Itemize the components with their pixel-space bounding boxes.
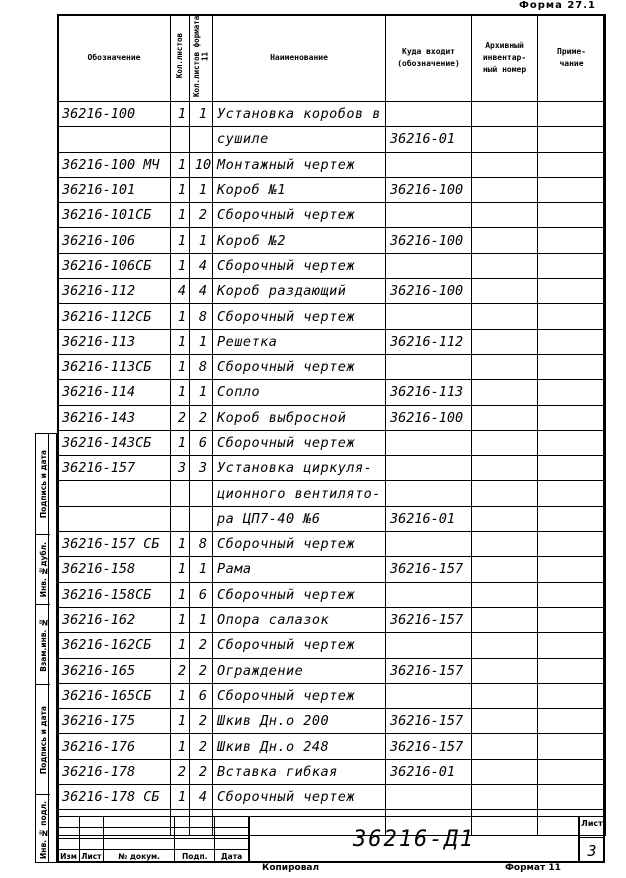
cell-designation: 36216-162СБ bbox=[58, 633, 171, 658]
cell-designation: 36216-106 bbox=[58, 228, 171, 253]
cell-sheet-count: 1 bbox=[171, 532, 190, 557]
cell-where-used: 36216-01 bbox=[386, 759, 472, 784]
header-where-used: Куда входит (обозначение) bbox=[386, 15, 472, 102]
cell-designation: 36216-178 bbox=[58, 759, 171, 784]
cell-where-used: 36216-100 bbox=[386, 405, 472, 430]
cell-sheet-format-count: 6 bbox=[190, 582, 213, 607]
cell-designation: 36216-101СБ bbox=[58, 203, 171, 228]
cell-designation: 36216-176 bbox=[58, 734, 171, 759]
cell-designation: 36216-100 bbox=[58, 102, 171, 127]
cell-sheet-format-count: 8 bbox=[190, 532, 213, 557]
cell-name: Короб выбросной bbox=[213, 405, 386, 430]
cell-where-used: 36216-100 bbox=[386, 228, 472, 253]
cell-sheet-format-count: 6 bbox=[190, 683, 213, 708]
cell-designation: 36216-165СБ bbox=[58, 683, 171, 708]
cell-name: Сборочный чертеж bbox=[213, 430, 386, 455]
cell-sheet-count: 1 bbox=[171, 228, 190, 253]
cell-sheet-format-count: 1 bbox=[190, 102, 213, 127]
revision-header-row bbox=[58, 850, 249, 863]
cell-where-used: 36216-112 bbox=[386, 329, 472, 354]
cell-sheet-count: 1 bbox=[171, 557, 190, 582]
cell-sheet-format-count: 2 bbox=[190, 709, 213, 734]
cell-name: Сборочный чертеж bbox=[213, 304, 386, 329]
rev-header-signature: Подп. bbox=[175, 850, 215, 863]
cell-name: Сборочный чертеж bbox=[213, 683, 386, 708]
cell-designation: 36216-178 СБ bbox=[58, 785, 171, 810]
rev-header-doc-number: № докум. bbox=[103, 850, 175, 863]
cell-name: Опора салазок bbox=[213, 607, 386, 632]
cell-sheet-count: 1 bbox=[171, 253, 190, 278]
cell-designation: 36216-157 bbox=[58, 456, 171, 481]
copied-by-label: Копировал bbox=[262, 863, 320, 873]
cell-sheet-format-count: 2 bbox=[190, 734, 213, 759]
cell-where-used: 36216-100 bbox=[386, 177, 472, 202]
cell-name: Установка коробов в bbox=[213, 102, 386, 127]
side-label-duplicate-inv: Инв. №дубл. bbox=[36, 534, 50, 605]
cell-name: ционного вентилято- bbox=[213, 481, 386, 506]
cell-sheet-count: 1 bbox=[171, 152, 190, 177]
page-frame bbox=[57, 14, 605, 863]
cell-designation: 36216-113СБ bbox=[58, 354, 171, 379]
cell-sheet-count: 1 bbox=[171, 354, 190, 379]
cell-designation: 36216-113 bbox=[58, 329, 171, 354]
sheet-label: Лист bbox=[581, 819, 603, 828]
cell-designation: 36216-143 bbox=[58, 405, 171, 430]
cell-name: Вставка гибкая bbox=[213, 759, 386, 784]
sheet-number-box bbox=[579, 816, 605, 863]
cell-sheet-format-count: 4 bbox=[190, 279, 213, 304]
cell-designation: 36216-114 bbox=[58, 380, 171, 405]
cell-sheet-format-count: 1 bbox=[190, 607, 213, 632]
cell-sheet-format-count: 2 bbox=[190, 633, 213, 658]
cell-sheet-count: 2 bbox=[171, 658, 190, 683]
cell-name: Монтажный чертеж bbox=[213, 152, 386, 177]
sheet-number: 3 bbox=[587, 842, 597, 860]
rev-header-date: Дата bbox=[215, 850, 249, 863]
header-archive-number: Архивный инвентар- ный номер bbox=[472, 15, 538, 102]
side-label-original-inv: Инв. № подл. bbox=[36, 794, 50, 865]
cell-name: Шкив Дн.о 200 bbox=[213, 709, 386, 734]
cell-name: сушиле bbox=[213, 127, 386, 152]
cell-sheet-count: 3 bbox=[171, 456, 190, 481]
cell-where-used: 36216-157 bbox=[386, 557, 472, 582]
cell-sheet-format-count: 1 bbox=[190, 380, 213, 405]
rev-header-sheet: Лист bbox=[81, 851, 102, 861]
cell-where-used: 36216-157 bbox=[386, 658, 472, 683]
cell-name: Установка циркуля- bbox=[213, 456, 386, 481]
header-note: Приме- чание bbox=[538, 15, 606, 102]
cell-sheet-format-count: 1 bbox=[190, 228, 213, 253]
cell-sheet-format-count: 1 bbox=[190, 329, 213, 354]
cell-sheet-count: 1 bbox=[171, 607, 190, 632]
cell-name: Сборочный чертеж bbox=[213, 203, 386, 228]
cell-sheet-format-count: 2 bbox=[190, 759, 213, 784]
side-stamp-strip bbox=[35, 433, 57, 863]
cell-designation: 36216-106СБ bbox=[58, 253, 171, 278]
format-label: Формат 11 bbox=[505, 863, 561, 873]
cell-name: Сборочный чертеж bbox=[213, 633, 386, 658]
cell-designation: 36216-100 МЧ bbox=[58, 152, 171, 177]
cell-sheet-format-count: 1 bbox=[190, 177, 213, 202]
cell-where-used: 36216-157 bbox=[386, 709, 472, 734]
cell-where-used: 36216-100 bbox=[386, 279, 472, 304]
cell-name: ра ЦП7-40 №6 bbox=[213, 506, 386, 531]
cell-designation: 36216-112 bbox=[58, 279, 171, 304]
document-code: 36216-Д1 bbox=[249, 816, 579, 863]
cell-designation: 36216-143СБ bbox=[58, 430, 171, 455]
cell-designation: 36216-101 bbox=[58, 177, 171, 202]
cell-sheet-format-count: 8 bbox=[190, 304, 213, 329]
header-sheets-format: Кол.листов формата 11 bbox=[190, 15, 213, 102]
cell-sheet-format-count: 8 bbox=[190, 354, 213, 379]
cell-name: Сборочный чертеж bbox=[213, 253, 386, 278]
cell-sheet-count: 1 bbox=[171, 177, 190, 202]
cell-sheet-count: 1 bbox=[171, 734, 190, 759]
cell-sheet-count: 1 bbox=[171, 785, 190, 810]
cell-sheet-count: 1 bbox=[171, 304, 190, 329]
cell-sheet-format-count: 10 bbox=[190, 152, 213, 177]
cell-name: Короб №2 bbox=[213, 228, 386, 253]
cell-name: Сборочный чертеж bbox=[213, 532, 386, 557]
cell-sheet-count: 2 bbox=[171, 405, 190, 430]
cell-sheet-count: 1 bbox=[171, 203, 190, 228]
cell-sheet-format-count: 2 bbox=[190, 203, 213, 228]
cell-sheet-format-count: 4 bbox=[190, 253, 213, 278]
cell-sheet-format-count: 2 bbox=[190, 658, 213, 683]
cell-sheet-count: 1 bbox=[171, 329, 190, 354]
cell-sheet-format-count: 1 bbox=[190, 557, 213, 582]
header-sheets: Кол.листов bbox=[171, 15, 190, 102]
cell-name: Сборочный чертеж bbox=[213, 785, 386, 810]
side-label-signature-date: Подпись и дата bbox=[36, 684, 50, 795]
header-name: Наименование bbox=[213, 15, 386, 102]
cell-sheet-count: 1 bbox=[171, 102, 190, 127]
cell-sheet-format-count: 3 bbox=[190, 456, 213, 481]
cell-sheet-format-count: 2 bbox=[190, 405, 213, 430]
cell-name: Ограждение bbox=[213, 658, 386, 683]
header-designation: Обозначение bbox=[58, 15, 171, 102]
cell-where-used: 36216-157 bbox=[386, 607, 472, 632]
cell-designation: 36216-175 bbox=[58, 709, 171, 734]
cell-sheet-count: 1 bbox=[171, 709, 190, 734]
cell-name: Решетка bbox=[213, 329, 386, 354]
cell-sheet-count: 1 bbox=[171, 582, 190, 607]
cell-name: Сопло bbox=[213, 380, 386, 405]
title-block bbox=[57, 816, 605, 863]
rev-header-change: Изм bbox=[58, 850, 80, 863]
cell-sheet-count: 1 bbox=[171, 683, 190, 708]
cell-name: Короб раздающий bbox=[213, 279, 386, 304]
side-label-replaces-inv: Взам.инв. № bbox=[36, 604, 50, 685]
cell-name: Короб №1 bbox=[213, 177, 386, 202]
cell-sheet-count: 1 bbox=[171, 430, 190, 455]
cell-designation: 36216-165 bbox=[58, 658, 171, 683]
cell-name: Сборочный чертеж bbox=[213, 582, 386, 607]
cell-where-used: 36216-157 bbox=[386, 734, 472, 759]
cell-designation: 36216-157 СБ bbox=[58, 532, 171, 557]
cell-designation: 36216-158СБ bbox=[58, 582, 171, 607]
side-label-signature-date-top: Подпись и дата bbox=[38, 449, 48, 519]
cell-name: Сборочный чертеж bbox=[213, 354, 386, 379]
cell-where-used: 36216-01 bbox=[386, 506, 472, 531]
cell-designation: 36216-162 bbox=[58, 607, 171, 632]
cell-sheet-format-count: 6 bbox=[190, 430, 213, 455]
form-number: Форма 27.1 bbox=[518, 0, 596, 11]
cell-sheet-count: 4 bbox=[171, 279, 190, 304]
cell-sheet-count: 1 bbox=[171, 633, 190, 658]
cell-where-used: 36216-01 bbox=[386, 127, 472, 152]
cell-sheet-count: 2 bbox=[171, 759, 190, 784]
cell-name: Шкив Дн.о 248 bbox=[213, 734, 386, 759]
cell-sheet-count: 1 bbox=[171, 380, 190, 405]
cell-where-used: 36216-113 bbox=[386, 380, 472, 405]
cell-designation: 36216-112СБ bbox=[58, 304, 171, 329]
revision-grid bbox=[57, 816, 249, 863]
cell-sheet-format-count: 4 bbox=[190, 785, 213, 810]
cell-designation: 36216-158 bbox=[58, 557, 171, 582]
cell-name: Рама bbox=[213, 557, 386, 582]
